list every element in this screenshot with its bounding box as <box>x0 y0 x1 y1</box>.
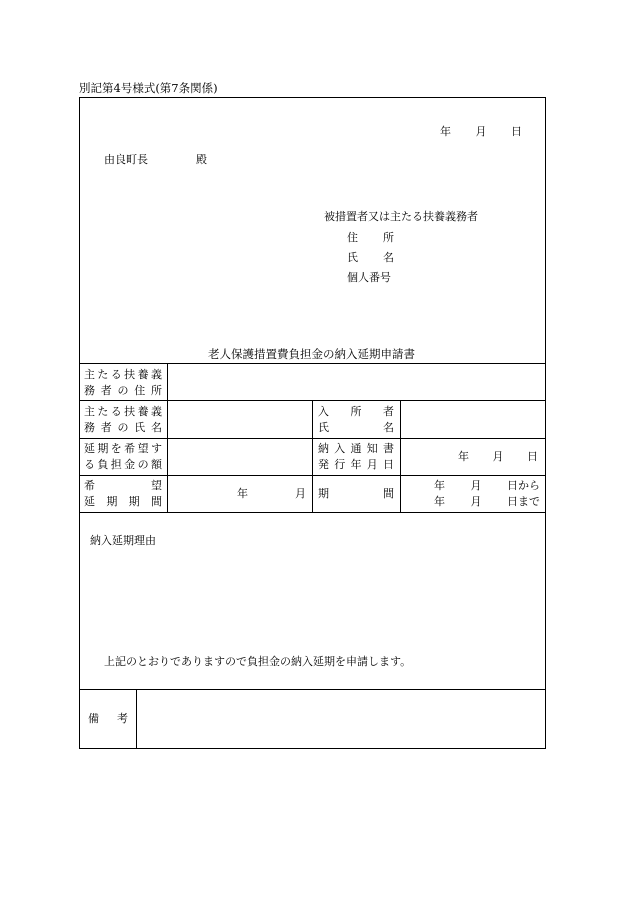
label-char: 名 <box>383 421 394 434</box>
label-char: 所 <box>350 405 362 418</box>
label-char: る <box>110 368 122 381</box>
label-char: 者 <box>383 405 394 418</box>
label-char: 担 <box>110 458 122 471</box>
row4-label-line1 <box>84 480 162 491</box>
label-char: 名 <box>151 421 162 434</box>
mid-column-divider <box>312 400 313 512</box>
label-char: 義 <box>150 405 162 418</box>
label-char: 氏 <box>134 421 146 434</box>
remarks-top-line <box>79 689 546 690</box>
honorific: 殿 <box>196 153 207 166</box>
label-char: 月 <box>470 479 482 492</box>
label-char: 希 <box>84 479 95 492</box>
label-char: 延 <box>84 442 95 455</box>
application-statement: 上記のとおりでありますので負担金の納入延期を申請します。 <box>104 655 412 668</box>
desired-months[interactable] <box>237 488 306 499</box>
label-char: 年 <box>237 487 248 500</box>
label-char: 住 <box>347 231 358 244</box>
label-char: 日 <box>527 450 538 463</box>
table-top-line <box>79 363 546 364</box>
label-char: 額 <box>150 458 162 471</box>
right-column-divider <box>400 400 401 512</box>
label-char: 氏 <box>318 421 329 434</box>
label-column-divider <box>167 363 168 512</box>
label-char: 期 <box>128 495 140 508</box>
label-char: 所 <box>383 231 394 244</box>
addressee: 由良町長 <box>104 153 148 166</box>
label-char: 養 <box>137 405 149 418</box>
label-char: る <box>84 458 95 471</box>
label-char: の <box>117 421 129 434</box>
label-char: 日まで <box>507 495 540 508</box>
remarks-label <box>88 713 128 724</box>
document-title: 老人保護措置費負担金の納入延期申請書 <box>208 347 415 361</box>
applicant-role: 被措置者又は主たる扶養義務者 <box>324 210 478 223</box>
label-char: 扶 <box>124 368 136 381</box>
label-char: た <box>97 405 109 418</box>
label-char: 望 <box>151 479 162 492</box>
row1-value-field[interactable] <box>169 365 544 399</box>
label-char: る <box>110 405 122 418</box>
label-char: た <box>97 368 109 381</box>
row1-label-line2 <box>84 385 162 396</box>
label-char: 発 <box>318 458 329 471</box>
amount-field[interactable] <box>169 440 310 474</box>
remarks-divider <box>136 689 137 749</box>
label-char: 義 <box>150 368 162 381</box>
notice-label-line1 <box>318 443 394 454</box>
label-char: 望 <box>137 442 149 455</box>
row1-label-line1 <box>84 369 162 380</box>
label-char: 期 <box>106 495 118 508</box>
period-from[interactable] <box>434 480 540 491</box>
resident-name-field[interactable] <box>402 402 544 436</box>
label-char: 日 <box>383 458 394 471</box>
row2-label-line2 <box>84 422 162 433</box>
label-char: 養 <box>137 368 149 381</box>
resident-label-line2 <box>318 422 394 433</box>
form-id: 別記第4号様式(第7条関係) <box>79 81 218 95</box>
row2-label-line1 <box>84 406 162 417</box>
row4-label-line2 <box>84 496 162 507</box>
remarks-field[interactable] <box>138 691 544 747</box>
label-char: 備 <box>88 712 99 725</box>
label-char: 年 <box>350 458 362 471</box>
label-char: 住 <box>134 384 146 397</box>
address-label <box>347 232 394 243</box>
label-char: 扶 <box>124 405 136 418</box>
label-char: 務 <box>84 384 95 397</box>
name-label <box>347 252 394 263</box>
personal-number-label: 個人番号 <box>347 271 391 284</box>
resident-label-line1 <box>318 406 394 417</box>
label-char: 月 <box>366 458 378 471</box>
label-char: 所 <box>151 384 162 397</box>
label-char: 間 <box>383 487 394 500</box>
label-char: 年 <box>458 450 469 463</box>
date-day: 日 <box>511 125 522 138</box>
label-char: 主 <box>84 368 95 381</box>
label-char: 行 <box>334 458 346 471</box>
label-char: 希 <box>124 442 136 455</box>
label-char: 間 <box>150 495 162 508</box>
label-char: の <box>117 384 129 397</box>
label-char: 入 <box>318 405 329 418</box>
label-char: 通 <box>350 442 362 455</box>
reason-field[interactable] <box>90 552 530 642</box>
label-char: 務 <box>84 421 95 434</box>
row3-label-line1 <box>84 443 162 454</box>
label-char: 金 <box>124 458 136 471</box>
label-char: 書 <box>383 442 394 455</box>
notice-date[interactable] <box>458 451 538 462</box>
date-month: 月 <box>475 125 487 138</box>
date-year: 年 <box>440 125 451 138</box>
table-bottom-line <box>79 512 546 513</box>
label-char: 年 <box>434 495 445 508</box>
label-char: 名 <box>383 251 394 264</box>
notice-label-line2 <box>318 459 394 470</box>
label-char: 月 <box>470 495 482 508</box>
label-char: 年 <box>434 479 445 492</box>
label-char: 主 <box>84 405 95 418</box>
label-char: 月 <box>492 450 504 463</box>
label-char: 知 <box>366 442 378 455</box>
label-char: 考 <box>117 712 128 725</box>
reason-label: 納入延期理由 <box>90 534 156 547</box>
label-char: 者 <box>100 421 112 434</box>
period-label <box>318 488 394 499</box>
label-char: 入 <box>334 442 346 455</box>
label-char: 氏 <box>347 251 358 264</box>
label-char: 延 <box>84 495 95 508</box>
row2-value-field[interactable] <box>169 402 310 436</box>
label-char: 期 <box>97 442 109 455</box>
label-char: 日から <box>507 479 540 492</box>
label-char: 期 <box>318 487 329 500</box>
label-char: 者 <box>100 384 112 397</box>
label-char: 負 <box>97 458 109 471</box>
label-char: の <box>137 458 149 471</box>
label-char: 納 <box>318 442 329 455</box>
period-to[interactable] <box>434 496 540 507</box>
label-char: す <box>150 442 162 455</box>
row3-label-line2 <box>84 459 162 470</box>
label-char: 月 <box>295 487 306 500</box>
label-char: を <box>110 442 122 455</box>
date-line <box>440 126 522 137</box>
